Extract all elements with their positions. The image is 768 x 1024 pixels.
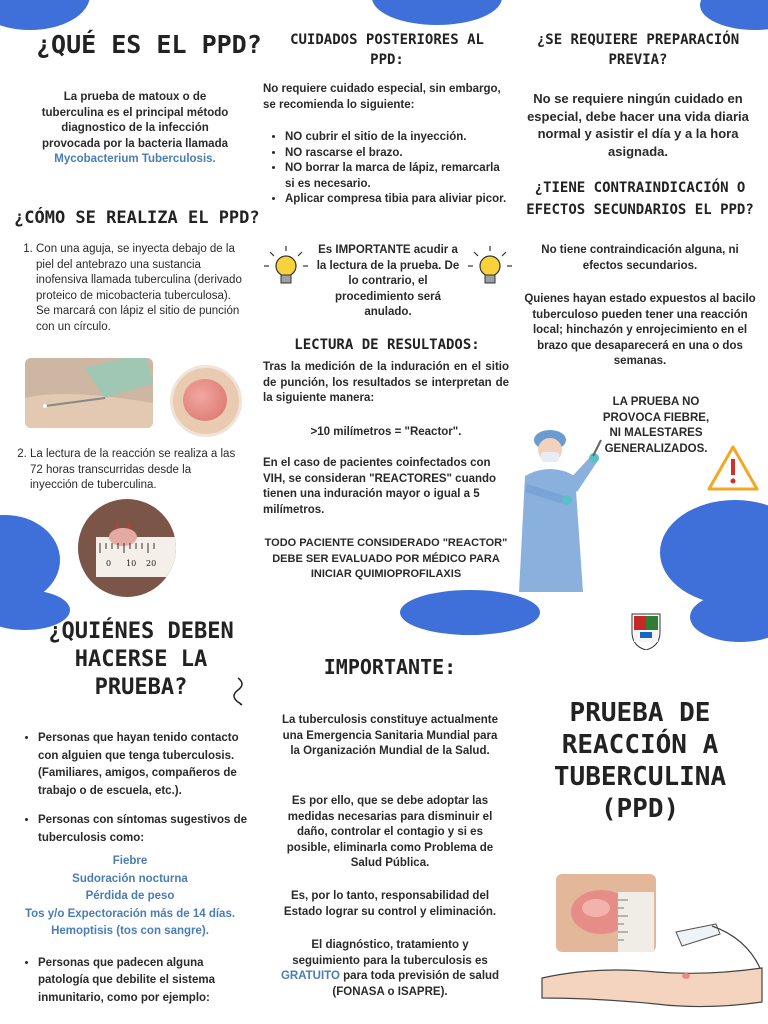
ruler-tick-0: 0	[106, 559, 112, 568]
step-1-text: 1. Con una aguja, se inyecta debajo de la piel del antebrazo una sustancia inofensiva llamada tuberculina (derivado proteico de micobacteria tuberculosa). Se marcará con lápiz el sitio de punción con un círculo.	[36, 242, 246, 335]
no-fever-text: LA PRUEBA NO PROVOCA FIEBRE, NI MALESTARES GENERALIZADOS.	[602, 396, 710, 455]
free-highlight: GRATUITO	[280, 970, 340, 982]
symptom-item: Fiebre	[112, 855, 148, 867]
step-2-text: 2. La lectura de la reacción se realiza a las 72 horas transcurridas desde la inyección de tuberculina.	[30, 447, 240, 494]
important-p1: La tuberculosis constituye actualmente una Emergencia Sanitaria Mundial para la Organización Mundial de la Salud.	[281, 714, 498, 757]
blob-top-left	[0, 0, 90, 30]
intro-text: La prueba de matoux o de tuberculina es el principal método diagnostico de la infección provocada por la bacteria llamada	[41, 91, 229, 150]
important-p3: Es, por lo tanto, responsabilidad del Estado lograr su control y eliminación.	[283, 890, 497, 918]
blob-top-right	[700, 0, 768, 30]
ruler-image	[78, 499, 176, 597]
swirl-doodle	[228, 676, 248, 706]
injection-image	[25, 358, 153, 428]
lightbulb-icon	[466, 244, 514, 292]
symptom-item: Sudoración nocturna	[72, 872, 188, 885]
contra-text: No tiene contraindicación alguna, ni efectos secundarios.	[541, 244, 739, 272]
all-reactors-text: TODO PACIENTE CONSIDERADO "REACTOR" DEBE SER EVALUADO POR MÉDICO PARA INICIAR QUIMIOPROFILAXIS	[264, 537, 508, 580]
care-item: • NO cubrir el sitio de la inyección.	[285, 130, 511, 146]
who-list	[16, 730, 252, 1007]
col2-intro: No requiere cuidado especial, sin embargo, se recomienda lo siguiente:	[263, 83, 501, 111]
col1-title: ¿QUÉ ES EL PPD?	[36, 30, 262, 59]
blob-lower-right	[690, 592, 768, 642]
reading-intro: Tras la medición de la induración en el sitio de punción, los resultados se interpretan de la siguiente manera:	[263, 361, 509, 404]
reading-title: LECTURA DE RESULTADOS:	[294, 337, 480, 353]
who-item: • Personas con síntomas sugestivos de tuberculosis como:	[38, 812, 252, 847]
cover-title: PRUEBA DE REACCIÓN A TUBERCULINA (PPD)	[553, 698, 727, 824]
reaction-bump	[183, 379, 227, 421]
col2-title: CUIDADOS POSTERIORES AL PPD:	[290, 32, 484, 68]
step-1	[18, 242, 246, 335]
coinfected-text: En el caso de pacientes coinfectados con VIH, se consideran "REACTORES" cuando tienen una induración mayor o igual a 5 milímetros.	[263, 457, 497, 516]
prep-title: ¿SE REQUIERE PREPARACIÓN PREVIA?	[536, 32, 740, 68]
reactor-threshold: >10 milímetros = "Reactor".	[310, 426, 462, 438]
symptom-item: Tos y/o Expectoración más de 14 días.	[24, 907, 236, 920]
care-item: • NO borrar la marca de lápiz, remarcarla si es necesario.	[285, 161, 511, 192]
prep-text: No se requiere ningún cuidado en especial, debe hacer una vida diaria normal y asistir el día y a la hora asignada.	[527, 91, 749, 159]
reaction-image	[170, 365, 242, 437]
symptom-item: Hemoptisis (tos con sangre).	[51, 925, 209, 937]
ruler-tick-10: 10	[126, 559, 137, 568]
contra-title: ¿TIENE CONTRAINDICACIÓN O EFECTOS SECUNDARIOS EL PPD?	[526, 180, 754, 218]
how-title: ¿CÓMO SE REALIZA EL PPD?	[14, 208, 260, 228]
who-item: • Personas que padecen alguna patología que debilite el sistema inmunitario, como por ejemplo:	[38, 955, 252, 1008]
arm-test-image	[536, 872, 764, 1012]
important-note: Es IMPORTANTE acudir a la lectura de la prueba. De lo contrario, el procedimiento será anulado.	[316, 244, 460, 318]
symptom-list	[8, 853, 252, 941]
important-p4	[280, 938, 500, 1000]
p4-text-c: para toda previsión de salud (FONASA o ISAPRE).	[332, 970, 500, 998]
who-item: • Personas que hayan tenido contacto con alguien que tenga tuberculosis. (Familiares, amigos, compañeros de trabajo o de escuela, etc.).	[38, 730, 252, 800]
care-item: • NO rascarse el brazo.	[285, 146, 511, 162]
blob-mid-right	[660, 500, 768, 605]
important-title: IMPORTANTE:	[323, 655, 457, 679]
step-2	[12, 447, 240, 494]
injection-illustration	[25, 358, 153, 428]
important-p2: Es por ello, que se debe adoptar las medidas necesarias para disminuir el daño, controlar el contagio y si es posible, eliminarla como Problema de Salud Pública.	[286, 795, 494, 869]
exposed-text: Quienes hayan estado expuestos al bacilo tuberculoso pueden tener una reacción local; hinchazón y enrojecimiento en el brazo que desaparecerá en una o dos semanas.	[524, 293, 756, 367]
crest-logo	[628, 610, 664, 650]
ruler-tick-20: 20	[146, 559, 157, 568]
bacteria-name: Mycobacterium Tuberculosis.	[54, 153, 216, 165]
lightbulb-icon	[262, 244, 310, 292]
blob-top-mid	[372, 0, 502, 25]
blob-lower-mid	[400, 590, 540, 635]
warning-icon	[707, 443, 759, 493]
nurse-illustration	[505, 426, 605, 592]
care-list	[263, 130, 511, 208]
who-title: ¿QUIÉNES DEBEN HACERSE LA PRUEBA?	[48, 619, 234, 700]
symptom-item: Pérdida de peso	[85, 890, 175, 902]
ruler-marks	[78, 499, 176, 597]
p4-text-a: El diagnóstico, tratamiento y seguimiento para la tuberculosis es	[292, 939, 488, 967]
care-item: • Aplicar compresa tibia para aliviar picor.	[285, 192, 511, 208]
col1-intro	[36, 90, 234, 168]
